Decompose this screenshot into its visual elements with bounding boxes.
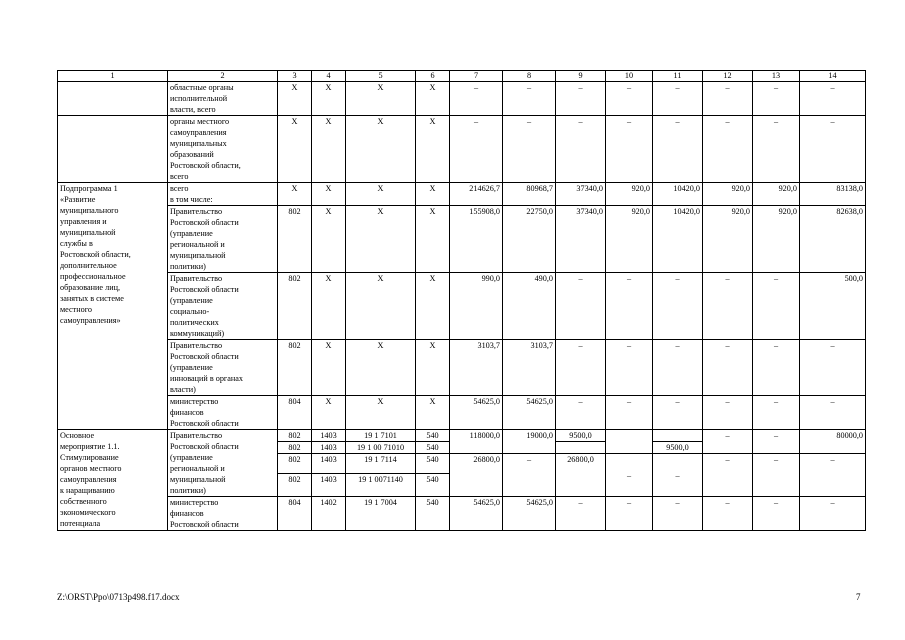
year-cell: –: [606, 82, 653, 116]
activity-name-cell: Основное мероприятие 1.1. Стимулирование органов местного самоуправления к наращиванию собственного экономического потенциала: [58, 430, 168, 531]
column-number: 11: [653, 71, 703, 82]
grbs-cell: 802: [278, 474, 312, 497]
csr-cell: Х: [346, 183, 416, 206]
year-cell: 37340,0: [556, 206, 606, 273]
page-number: 7: [856, 592, 861, 602]
csr-cell: 19 1 7004: [346, 497, 416, 531]
grbs-cell: 802: [278, 340, 312, 396]
column-number: 13: [753, 71, 800, 82]
year-cell: 920,0: [703, 206, 753, 273]
year-cell: –: [556, 497, 606, 531]
year-cell: [556, 442, 606, 454]
grbs-cell: 804: [278, 497, 312, 531]
grbs-cell: 804: [278, 396, 312, 430]
csr-cell: Х: [346, 396, 416, 430]
vr-cell: Х: [416, 183, 450, 206]
column-number: 12: [703, 71, 753, 82]
executor-cell: министерство финансов Ростовской области: [168, 396, 278, 430]
year-cell: 920,0: [753, 206, 800, 273]
year-cell: 490,0: [503, 273, 556, 340]
table-row: [58, 116, 866, 183]
year-cell: 920,0: [703, 183, 753, 206]
grbs-cell: 802: [278, 442, 312, 454]
table-row: [58, 430, 866, 442]
csr-cell: 19 1 7114: [346, 454, 416, 474]
column-number: 7: [450, 71, 503, 82]
grbs-cell: 802: [278, 206, 312, 273]
csr-cell: Х: [346, 206, 416, 273]
column-number: 9: [556, 71, 606, 82]
year-cell: –: [556, 82, 606, 116]
csr-cell: Х: [346, 116, 416, 183]
rzpr-cell: Х: [312, 183, 346, 206]
rzpr-cell: Х: [312, 206, 346, 273]
rzpr-cell: 1403: [312, 474, 346, 497]
file-path: Z:\ORST\Ppo\0713p498.f17.docx: [57, 592, 180, 602]
program-name-cell: [58, 116, 168, 183]
column-number: 3: [278, 71, 312, 82]
column-number: 14: [800, 71, 866, 82]
executor-cell: областные органы исполнительной власти, всего: [168, 82, 278, 116]
column-number-row: [58, 71, 866, 82]
year-cell: –: [653, 340, 703, 396]
year-cell: –: [753, 340, 800, 396]
year-cell: –: [703, 430, 753, 454]
year-cell: 19000,0: [503, 430, 556, 454]
year-cell: –: [800, 454, 866, 497]
executor-cell: министерство финансов Ростовской области: [168, 497, 278, 531]
year-cell: 54625,0: [503, 497, 556, 531]
rzpr-cell: Х: [312, 82, 346, 116]
vr-cell: Х: [416, 206, 450, 273]
csr-cell: Х: [346, 82, 416, 116]
year-cell: –: [653, 273, 703, 340]
year-cell: 9500,0: [556, 430, 606, 442]
year-cell: –: [703, 340, 753, 396]
year-cell: –: [653, 497, 703, 531]
grbs-cell: 802: [278, 273, 312, 340]
executor-cell: Правительство Ростовской области (управление региональной и муниципальной политики): [168, 206, 278, 273]
rzpr-cell: 1403: [312, 430, 346, 442]
vr-cell: 540: [416, 442, 450, 454]
vr-cell: Х: [416, 340, 450, 396]
column-number: 4: [312, 71, 346, 82]
year-cell: –: [606, 273, 653, 340]
grbs-cell: 802: [278, 430, 312, 442]
table-row: [58, 206, 866, 273]
total-cell: 3103,7: [450, 340, 503, 396]
year-cell: –: [753, 116, 800, 183]
total-cell: 214626,7: [450, 183, 503, 206]
year-cell: –: [653, 396, 703, 430]
executor-cell: Правительство Ростовской области (управление региональной и муниципальной политики): [168, 430, 278, 497]
year-cell: –: [606, 396, 653, 430]
year-cell: –: [556, 116, 606, 183]
column-number: 6: [416, 71, 450, 82]
year-cell: –: [753, 454, 800, 497]
grbs-cell: 802: [278, 454, 312, 474]
year-cell: 80968,7: [503, 183, 556, 206]
total-cell: –: [450, 82, 503, 116]
year-cell: –: [703, 396, 753, 430]
year-cell: –: [653, 82, 703, 116]
year-cell: 82638,0: [800, 206, 866, 273]
year-cell: –: [753, 430, 800, 454]
table-row: [58, 340, 866, 396]
vr-cell: 540: [416, 430, 450, 442]
year-cell: –: [556, 396, 606, 430]
year-cell: –: [503, 82, 556, 116]
year-cell: –: [753, 497, 800, 531]
csr-cell: Х: [346, 273, 416, 340]
year-cell: –: [606, 116, 653, 183]
csr-cell: 19 1 0071140: [346, 474, 416, 497]
total-cell: 155908,0: [450, 206, 503, 273]
year-cell: –: [503, 116, 556, 183]
year-cell: 920,0: [753, 183, 800, 206]
year-cell: –: [800, 396, 866, 430]
vr-cell: Х: [416, 396, 450, 430]
year-cell: –: [606, 497, 653, 531]
year-cell: –: [703, 273, 753, 340]
year-cell: –: [800, 116, 866, 183]
year-cell: [606, 430, 653, 454]
column-number: 5: [346, 71, 416, 82]
rzpr-cell: 1402: [312, 497, 346, 531]
year-cell: –: [800, 340, 866, 396]
year-cell: 500,0: [800, 273, 866, 340]
year-cell: –: [753, 82, 800, 116]
column-number: 1: [58, 71, 168, 82]
vr-cell: Х: [416, 82, 450, 116]
rzpr-cell: Х: [312, 116, 346, 183]
document-table: [57, 70, 866, 531]
year-cell: –: [703, 116, 753, 183]
executor-cell: Правительство Ростовской области (управление инноваций в органах власти): [168, 340, 278, 396]
year-cell: –: [753, 273, 800, 340]
csr-cell: Х: [346, 340, 416, 396]
vr-cell: Х: [416, 116, 450, 183]
year-cell: 10420,0: [653, 183, 703, 206]
year-cell: 920,0: [606, 183, 653, 206]
year-cell: 83138,0: [800, 183, 866, 206]
rzpr-cell: Х: [312, 396, 346, 430]
year-cell: –: [556, 340, 606, 396]
vr-cell: 540: [416, 474, 450, 497]
grbs-cell: Х: [278, 116, 312, 183]
executor-cell: органы местного самоуправления муниципальных образований Ростовской области, всего: [168, 116, 278, 183]
subprogram-name-cell: Подпрограмма 1 «Развитие муниципального управления и муниципальной службы в Ростовской области, дополнительное профессиональное образование лиц, занятых в системе местного самоуправления»: [58, 183, 168, 430]
year-cell: 10420,0: [653, 206, 703, 273]
grbs-cell: Х: [278, 82, 312, 116]
year-cell: –: [703, 82, 753, 116]
column-number: 8: [503, 71, 556, 82]
year-cell: –: [800, 497, 866, 531]
year-cell: –: [556, 273, 606, 340]
year-cell: 22750,0: [503, 206, 556, 273]
executor-cell: Правительство Ростовской области (управление социально- политических коммуникаций): [168, 273, 278, 340]
total-cell: 118000,0: [450, 430, 503, 454]
rzpr-cell: 1403: [312, 454, 346, 474]
year-cell: –: [503, 454, 556, 497]
year-cell: –: [753, 396, 800, 430]
grbs-cell: Х: [278, 183, 312, 206]
csr-cell: 19 1 00 71010: [346, 442, 416, 454]
vr-cell: 540: [416, 454, 450, 474]
csr-cell: 19 1 7101: [346, 430, 416, 442]
year-cell: –: [606, 340, 653, 396]
year-cell: 3103,7: [503, 340, 556, 396]
year-cell: –: [653, 454, 703, 497]
year-cell: 9500,0: [653, 442, 703, 454]
column-number: 10: [606, 71, 653, 82]
year-cell: –: [800, 82, 866, 116]
year-cell: 37340,0: [556, 183, 606, 206]
year-cell: –: [653, 116, 703, 183]
table-row: [58, 82, 866, 116]
year-cell: –: [606, 454, 653, 497]
year-cell: 26800,0: [556, 454, 606, 497]
total-cell: 54625,0: [450, 497, 503, 531]
year-cell: 54625,0: [503, 396, 556, 430]
total-cell: 54625,0: [450, 396, 503, 430]
year-cell: 80000,0: [800, 430, 866, 454]
rzpr-cell: Х: [312, 340, 346, 396]
total-cell: 990,0: [450, 273, 503, 340]
rzpr-cell: 1403: [312, 442, 346, 454]
table-row: [58, 396, 866, 430]
total-cell: –: [450, 116, 503, 183]
year-cell: –: [703, 497, 753, 531]
program-name-cell: [58, 82, 168, 116]
year-cell: 920,0: [606, 206, 653, 273]
year-cell: [653, 430, 703, 442]
executor-cell: всего в том числе:: [168, 183, 278, 206]
total-cell: 26800,0: [450, 454, 503, 497]
vr-cell: Х: [416, 273, 450, 340]
rzpr-cell: Х: [312, 273, 346, 340]
column-number: 2: [168, 71, 278, 82]
vr-cell: 540: [416, 497, 450, 531]
year-cell: –: [703, 454, 753, 497]
table-row: [58, 497, 866, 531]
table-row: [58, 183, 866, 206]
table-row: [58, 273, 866, 340]
